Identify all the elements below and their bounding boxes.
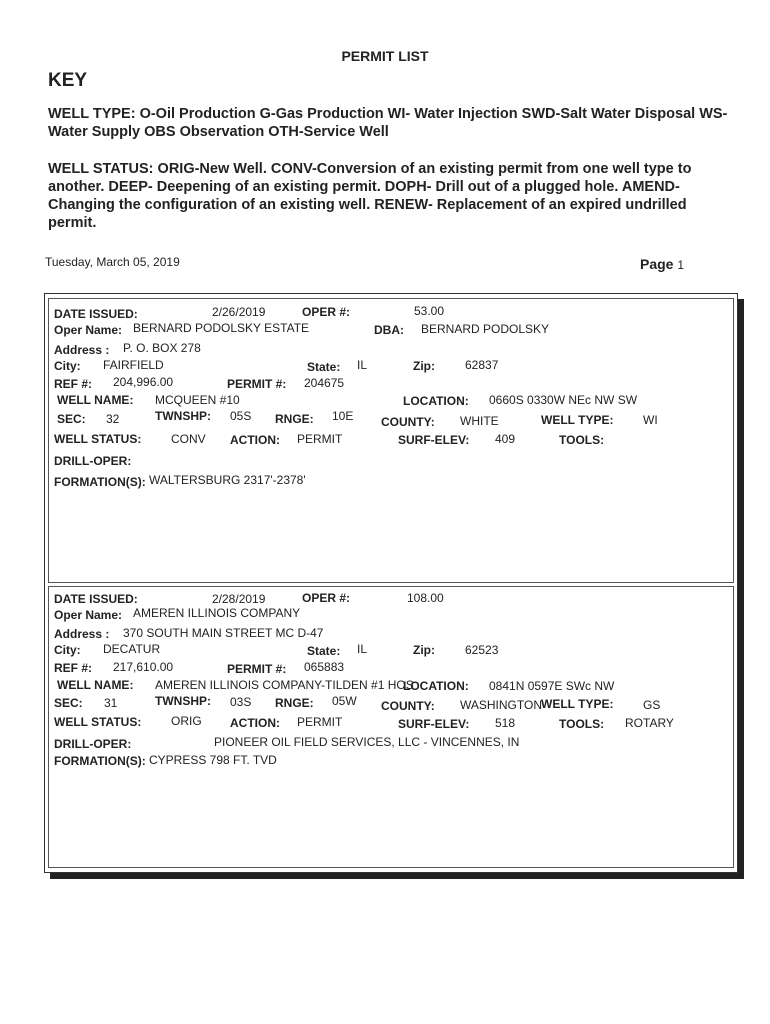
city-label: City: bbox=[54, 643, 81, 657]
well-name-label: WELL NAME: bbox=[57, 678, 134, 692]
oper-num-value: 108.00 bbox=[407, 591, 444, 605]
surf-elev-value: 518 bbox=[495, 716, 516, 730]
formations-label: FORMATION(S): bbox=[54, 475, 146, 489]
formations-label: FORMATION(S): bbox=[54, 754, 146, 768]
location-label: LOCATION: bbox=[403, 394, 469, 408]
oper-name-value: BERNARD PODOLSKY ESTATE bbox=[133, 321, 310, 335]
formations-value: WALTERSBURG 2317'-2378' bbox=[149, 473, 306, 487]
address-label: Address : bbox=[54, 343, 110, 357]
county-label: COUNTY: bbox=[381, 699, 435, 713]
ref-value: 217,610.00 bbox=[113, 660, 174, 674]
permit-label: PERMIT #: bbox=[227, 377, 287, 391]
permit-record bbox=[48, 586, 734, 868]
state-label: State: bbox=[307, 360, 341, 374]
well-type-value: GS bbox=[643, 698, 661, 712]
action-label: ACTION: bbox=[230, 433, 280, 447]
twnshp-label: TWNSHP: bbox=[155, 409, 211, 423]
permit-label: PERMIT #: bbox=[227, 662, 287, 676]
address-value: 370 SOUTH MAIN STREET MC D-47 bbox=[123, 626, 324, 640]
city-value: FAIRFIELD bbox=[103, 358, 164, 372]
date-issued-label: DATE ISSUED: bbox=[54, 592, 138, 606]
report-date: Tuesday, March 05, 2019 bbox=[45, 255, 180, 269]
dba-value: BERNARD PODOLSKY bbox=[421, 322, 550, 336]
date-issued-value: 2/28/2019 bbox=[212, 592, 266, 606]
key-heading: KEY bbox=[48, 70, 88, 91]
page-title: PERMIT LIST bbox=[341, 48, 429, 64]
well-status-value: CONV bbox=[171, 432, 206, 446]
well-name-label: WELL NAME: bbox=[57, 393, 134, 407]
well-status-label: WELL STATUS: bbox=[54, 715, 142, 729]
city-label: City: bbox=[54, 359, 81, 373]
permit-value: 204675 bbox=[304, 376, 345, 390]
drill-oper-label: DRILL-OPER: bbox=[54, 454, 132, 468]
county-label: COUNTY: bbox=[381, 415, 435, 429]
location-label: LOCATION: bbox=[403, 679, 469, 693]
well-name-value: MCQUEEN #10 bbox=[155, 393, 240, 407]
tools-label: TOOLS: bbox=[559, 433, 605, 447]
well-status-label: WELL STATUS: bbox=[54, 432, 142, 446]
ref-value: 204,996.00 bbox=[113, 375, 174, 389]
drill-oper-value: PIONEER OIL FIELD SERVICES, LLC - VINCENNES, IN bbox=[214, 735, 520, 749]
oper-name-label: Oper Name: bbox=[54, 323, 123, 337]
tools-value: ROTARY bbox=[625, 716, 674, 730]
ref-label: REF #: bbox=[54, 377, 93, 391]
action-value: PERMIT bbox=[297, 715, 343, 729]
location-value: 0841N 0597E SWc NW bbox=[489, 679, 615, 693]
well-status-key: WELL STATUS: ORIG-New Well. CONV-Conversion of an existing permit from one well type to another. DEEP- Deepening of an existing permit. DOPH- Drill out of a plugged hole. AMEND-Changing the configuration of an existing well. RENEW- Replacement of an expired undrilled permit. bbox=[48, 161, 692, 231]
oper-num-value: 53.00 bbox=[414, 304, 445, 318]
tools-label: TOOLS: bbox=[559, 717, 605, 731]
state-value: IL bbox=[357, 642, 368, 656]
dba-label: DBA: bbox=[374, 323, 404, 337]
zip-value: 62837 bbox=[465, 358, 499, 372]
location-value: 0660S 0330W NEc NW SW bbox=[489, 393, 638, 407]
twnshp-label: TWNSHP: bbox=[155, 694, 211, 708]
zip-value: 62523 bbox=[465, 643, 499, 657]
surf-elev-label: SURF-ELEV: bbox=[398, 717, 470, 731]
address-label: Address : bbox=[54, 627, 110, 641]
oper-num-label: OPER #: bbox=[302, 305, 351, 319]
permit-record bbox=[48, 298, 734, 583]
zip-label: Zip: bbox=[413, 643, 435, 657]
date-issued-label: DATE ISSUED: bbox=[54, 307, 138, 321]
oper-num-label: OPER #: bbox=[302, 591, 351, 605]
page-label: Page bbox=[640, 256, 674, 272]
well-name-value: AMEREN ILLINOIS COMPANY-TILDEN #1 HOS bbox=[155, 678, 414, 692]
well-type-key: WELL TYPE: O-Oil Production G-Gas Production WI- Water Injection SWD-Salt Water Disposal WS-Water Supply OBS Observation OTH-Service Well bbox=[48, 106, 728, 140]
rnge-label: RNGE: bbox=[275, 412, 314, 426]
page-indicator bbox=[640, 256, 684, 272]
ref-label: REF #: bbox=[54, 661, 93, 675]
surf-elev-label: SURF-ELEV: bbox=[398, 433, 470, 447]
action-label: ACTION: bbox=[230, 716, 280, 730]
well-type-value: WI bbox=[643, 413, 658, 427]
zip-label: Zip: bbox=[413, 359, 435, 373]
action-value: PERMIT bbox=[297, 432, 343, 446]
well-type-label: WELL TYPE: bbox=[541, 697, 614, 711]
city-value: DECATUR bbox=[103, 642, 161, 656]
oper-name-label: Oper Name: bbox=[54, 608, 123, 622]
drill-oper-label: DRILL-OPER: bbox=[54, 737, 132, 751]
formations-value: CYPRESS 798 FT. TVD bbox=[149, 753, 277, 767]
well-type-label: WELL TYPE: bbox=[541, 413, 614, 427]
sec-value: 32 bbox=[106, 412, 120, 426]
sec-label: SEC: bbox=[54, 696, 83, 710]
sec-value: 31 bbox=[104, 696, 118, 710]
rnge-label: RNGE: bbox=[275, 696, 314, 710]
well-status-value: ORIG bbox=[171, 714, 202, 728]
surf-elev-value: 409 bbox=[495, 432, 516, 446]
rnge-value: 05W bbox=[332, 694, 357, 708]
twnshp-value: 03S bbox=[230, 695, 252, 709]
county-value: WASHINGTON bbox=[460, 698, 543, 712]
address-value: P. O. BOX 278 bbox=[123, 341, 201, 355]
sec-label: SEC: bbox=[57, 412, 86, 426]
date-issued-value: 2/26/2019 bbox=[212, 305, 266, 319]
twnshp-value: 05S bbox=[230, 409, 252, 423]
rnge-value: 10E bbox=[332, 409, 354, 423]
oper-name-value: AMEREN ILLINOIS COMPANY bbox=[133, 606, 301, 620]
state-label: State: bbox=[307, 644, 341, 658]
county-value: WHITE bbox=[460, 414, 499, 428]
page-number: 1 bbox=[677, 258, 685, 272]
state-value: IL bbox=[357, 358, 368, 372]
permit-value: 065883 bbox=[304, 660, 345, 674]
